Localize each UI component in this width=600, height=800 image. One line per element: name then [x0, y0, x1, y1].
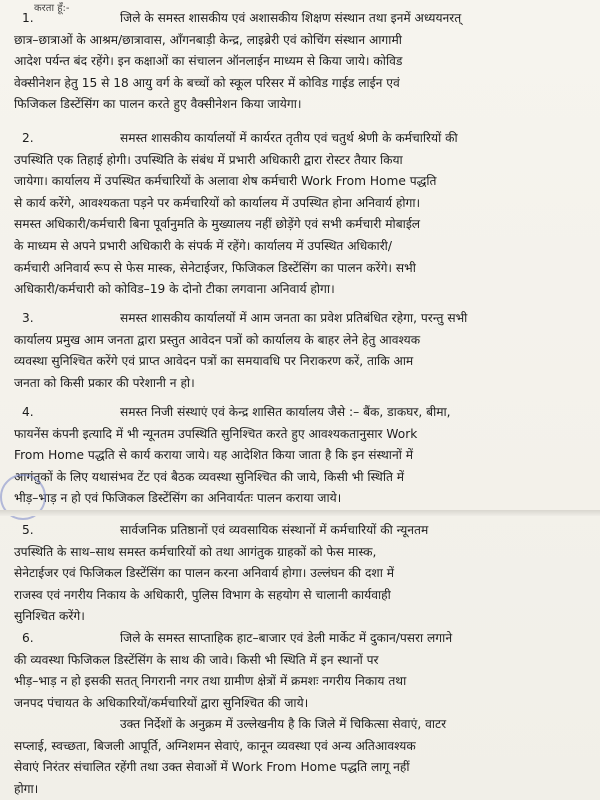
paragraph-line: सेनेटाईजर एवं फिजिकल डिस्टेंसिंग का पालन करना अनिवार्य होगा। उल्लंघन की दशा में: [14, 566, 395, 581]
paragraph-1: [14, 8, 586, 116]
paragraph-line: जनता को किसी प्रकार की परेशानी न हो।: [14, 375, 195, 390]
paragraph-3: [14, 308, 586, 394]
paragraph-number: 6.: [22, 631, 34, 645]
paragraph-line: छात्र–छात्राओं के आश्रम/छात्रावास, आँगनबाड़ी केन्द्र, लाइब्रेरी एवं कोचिंग संस्थान आगामी: [14, 32, 402, 47]
paragraph-6: [14, 628, 586, 714]
paragraph-number: 5.: [22, 523, 34, 537]
paragraph-line: कार्यालय प्रमुख आम जनता द्वारा प्रस्तुत आवेदन पत्रों को कार्यालय के बाहर लेने हेतु आवश्यक: [14, 332, 421, 347]
paragraph-line: फायनेंस कंपनी इत्यादि में भी न्यूनतम उपस्थिति सुनिश्चित करते हुए आवश्यकतानुसार Work: [14, 426, 418, 441]
paragraph-2: [14, 128, 586, 301]
paragraph-line: आगंतुकों के लिए यथासंभव टेंट एवं बैठक व्यवस्था सुनिश्चित की जाये, किसी भी स्थिति में: [14, 469, 405, 484]
paragraph-line: अधिकारी/कर्मचारी को कोविड–19 के दोनो टीका लगवाना अनिवार्य होगा।: [14, 282, 335, 297]
paragraph-line: की व्यवस्था फिजिकल डिस्टेंसिंग के साथ की जावे। किसी भी स्थिति में इन स्थानों पर: [14, 652, 379, 667]
paragraph-line: 4. समस्त निजी संस्थाएं एवं केन्द्र शासित कार्यालय जैसे :– बैंक, डाकघर, बीमा,: [14, 402, 586, 424]
paragraph-line: सेवाएं निरंतर संचालित रहेंगी तथा उक्त सेवाओं में Work From Home पद्धति लागू नहीं: [14, 760, 410, 775]
paragraph-line: के माध्यम से अपने प्रभारी अधिकारी के संपर्क में रहेंगे। कार्यालय में उपस्थित अधिकारी/: [14, 238, 392, 253]
paragraph-line: 3. समस्त शासकीय कार्यालयों में आम जनता का प्रवेश प्रतिबंधित रहेगा, परन्तु सभी: [14, 308, 586, 330]
paragraph-number: 1.: [22, 11, 34, 25]
paragraph-line: सुनिश्चित करेंगे।: [14, 609, 85, 624]
paragraph-line: 6. जिले के समस्त साप्ताहिक हाट–बाजार एवं डेली मार्केट में दुकान/पसरा लगाने: [14, 628, 586, 650]
closing-paragraph: [14, 714, 586, 800]
paragraph-line: भीड़–भाड़ न हो एवं फिजिकल डिस्टेंसिंग का अनिवार्यतः पालन कराया जाये।: [14, 491, 342, 506]
paragraph-line: 2. समस्त शासकीय कार्यालयों में कार्यरत तृतीय एवं चतुर्थ श्रेणी के कर्मचारियों की: [14, 128, 586, 150]
paragraph-line: व्यवस्था सुनिश्चित करेंगे एवं प्राप्त आवेदन पत्रों का समयावधि पर निराकरण करें, ताकि आम: [14, 354, 414, 369]
paragraph-line: उपस्थिति एक तिहाई होगी। उपस्थिति के संबंध में प्रभारी अधिकारी द्वारा रोस्टर तैयार किया: [14, 152, 403, 167]
header-fragment: करता हूँ:-: [34, 3, 70, 14]
paragraph-line: From Home पद्धति से कार्य कराया जाये। यह आदेशित किया जाता है कि इन संस्थानों में: [14, 448, 414, 463]
paragraph-line: से कार्य करेंगे, आवश्यकता पड़ने पर कर्मचारियों को कार्यालय में उपस्थित होना अनिवार्य होगा।: [14, 195, 421, 210]
paragraph-line: 1. जिले के समस्त शासकीय एवं अशासकीय शिक्षण संस्थान तथा इनमें अध्ययनरत्: [14, 8, 586, 30]
paragraph-line: 5. सार्वजनिक प्रतिष्ठानों एवं व्यवसायिक संस्थानों में कर्मचारियों की न्यूनतम: [14, 520, 586, 542]
paragraph-line: उपस्थिति के साथ–साथ समस्त कर्मचारियों को तथा आगंतुक ग्राहकों को फेस मास्क,: [14, 544, 377, 559]
paragraph-line: जायेगा। कार्यालय में उपस्थित कर्मचारियों के अलावा शेष कर्मचारी Work From Home पद्धति: [14, 174, 437, 189]
paragraph-line: आदेश पर्यन्त बंद रहेंगे। इन कक्षाओं का संचालन ऑनलाईन माध्यम से किया जाये। कोविड: [14, 54, 403, 69]
paragraph-line: सप्लाई, स्वच्छता, बिजली आपूर्ति, अग्निशमन सेवाएं, कानून व्यवस्था एवं अन्य अतिआवश्यक: [14, 738, 416, 753]
paragraph-line: कर्मचारी अनिवार्य रूप से फेस मास्क, सेनेटाईजर, फिजिकल डिस्टेंसिंग का पालन करेंगे। सभी: [14, 260, 416, 275]
paragraph-number: 4.: [22, 405, 34, 419]
paragraph-line: समस्त अधिकारी/कर्मचारी बिना पूर्वानुमति के मुख्यालय नहीं छोड़ेंगे एवं सभी कर्मचारी मोबाईल: [14, 217, 421, 232]
paragraph-line: वेक्सीनेशन हेतु 15 से 18 आयु वर्ग के बच्चों को स्कूल परिसर में कोविड गाईड लाईन एवं: [14, 75, 400, 90]
paragraph-number: 2.: [22, 131, 34, 145]
paragraph-5: [14, 520, 586, 628]
page-fold: [0, 510, 600, 516]
paragraph-line: फिजिकल डिस्टेंसिंग का पालन करते हुए वैक्सीनेशन किया जायेगा।: [14, 97, 302, 112]
paragraph-line: उक्त निर्देशों के अनुक्रम में उल्लेखनीय है कि जिले में चिकित्सा सेवाएं, वाटर: [120, 717, 447, 731]
paragraph-number: 3.: [22, 311, 34, 325]
paragraph-line: जनपद पंचायत के अधिकारियों/कर्मचारियों द्वारा सुनिश्चित की जाये।: [14, 695, 309, 710]
paragraph-4: [14, 402, 586, 510]
paragraph-line: भीड़–भाड़ न हो इसकी सतत् निगरानी नगर तथा ग्रामीण क्षेत्रों में क्रमशः नगरीय निकाय तथा: [14, 674, 407, 689]
paragraph-line: होगा।: [14, 781, 39, 796]
paragraph-line: राजस्व एवं नगरीय निकाय के अधिकारी, पुलिस विभाग के सहयोग से चालानी कार्यवाही: [14, 587, 391, 602]
